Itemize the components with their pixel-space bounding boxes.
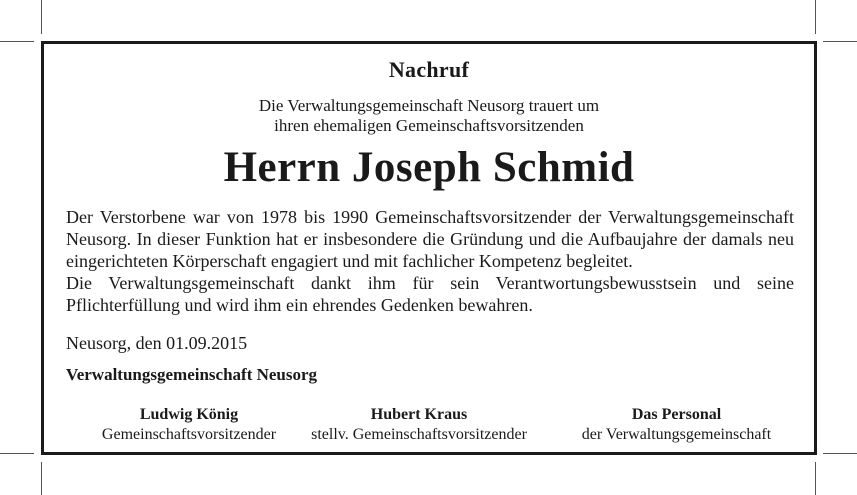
signatory-1 [74, 405, 304, 445]
signatory-name: Hubert Kraus [370, 406, 468, 423]
signatory-role: Gemeinschaftsvorsitzender [101, 426, 277, 443]
signatory-name: Ludwig König [139, 406, 239, 423]
intro-text [44, 96, 814, 136]
signatory-name: Das Personal [631, 406, 722, 423]
signatory-3 [549, 405, 804, 445]
crop-mark-bottom-left-horizontal [0, 453, 34, 454]
signatory-role: der Verwaltungsgemeinschaft [581, 426, 772, 443]
deceased-name: Herrn Joseph Schmid [223, 144, 635, 191]
crop-mark-top-left-horizontal [0, 41, 34, 42]
signatory-role: stellv. Gemeinschaftsvorsitzender [311, 426, 527, 443]
crop-mark-bottom-right-horizontal [823, 453, 857, 454]
intro-line-1: Die Verwaltungsgemeinschaft Neusorg trauert um [258, 96, 600, 115]
crop-mark-top-right-horizontal [823, 41, 857, 42]
signatory-2 [294, 405, 544, 445]
paragraph-thanks: Die Verwaltungsgemeinschaft dankt ihm für sein Verantwortungsbewusstsein und seine Pflichterfüllung und wird ihm ein ehrendes Gedenken bewahren. [66, 273, 794, 315]
intro-line-2: ihren ehemaligen Gemeinschaftsvorsitzenden [274, 116, 584, 135]
paragraph-career: Der Verstorbene war von 1978 bis 1990 Gemeinschaftsvorsitzender der Verwaltungsgemeinschaft Neusorg. In dieser Funktion hat er insbesondere die Gründung und die Aufbaujahre der damals neu eingerichteten Körperschaft engagiert und mit fachlicher Kompetenz begleitet. [66, 207, 794, 271]
crop-mark-top-right-vertical [815, 0, 816, 34]
obituary-title: Nachruf [388, 57, 470, 82]
crop-mark-bottom-left-vertical [41, 462, 42, 495]
place-date: Neusorg, den 01.09.2015 [66, 333, 248, 353]
crop-mark-top-left-vertical [41, 0, 42, 34]
crop-mark-bottom-right-vertical [815, 462, 816, 495]
obituary-frame [41, 41, 817, 455]
organization-name: Verwaltungsgemeinschaft Neusorg [66, 365, 318, 384]
